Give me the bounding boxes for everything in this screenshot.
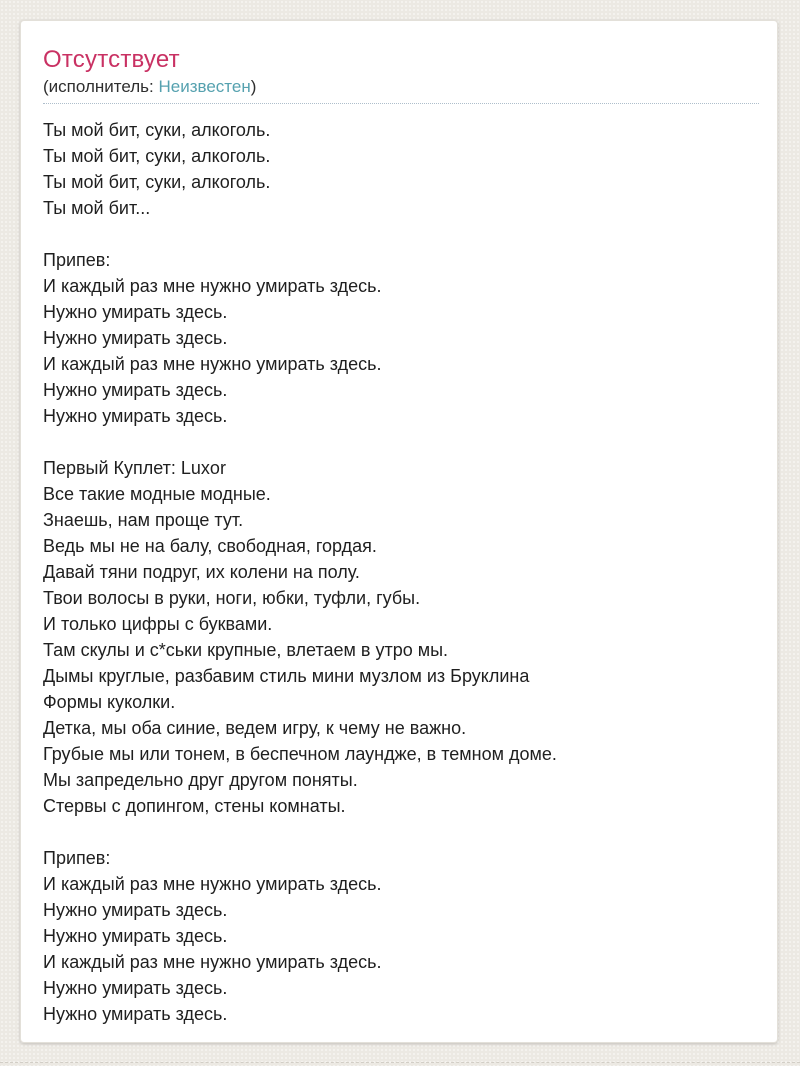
lyric-line: И каждый раз мне нужно умирать здесь. bbox=[43, 354, 382, 374]
lyric-line: Нужно умирать здесь. bbox=[43, 328, 228, 348]
lyric-line: Ты мой бит... bbox=[43, 198, 151, 218]
lyric-line: Детка, мы оба синие, ведем игру, к чему не важно. bbox=[43, 718, 467, 738]
lyric-line: И каждый раз мне нужно умирать здесь. bbox=[43, 276, 382, 296]
page-bottom-divider bbox=[0, 1062, 800, 1063]
lyric-line: Нужно умирать здесь. bbox=[43, 926, 228, 946]
lyric-line: Все такие модные модные. bbox=[43, 484, 271, 504]
lyric-line: Стервы с допингом, стены комнаты. bbox=[43, 796, 346, 816]
lyric-line: Ведь мы не на балу, свободная, гордая. bbox=[43, 536, 377, 556]
lyric-line: Припев: bbox=[43, 250, 111, 270]
lyric-line: Нужно умирать здесь. bbox=[43, 1004, 228, 1024]
lyric-line: Грубые мы или тонем, в беспечном лаундже, в темном доме. bbox=[43, 744, 557, 764]
lyric-line: Знаешь, нам проще тут. bbox=[43, 510, 244, 530]
artist-link[interactable]: Неизвестен bbox=[158, 77, 251, 96]
page-header bbox=[43, 45, 759, 104]
lyric-line: Нужно умирать здесь. bbox=[43, 302, 228, 322]
lyric-line: Ты мой бит, суки, алкоголь. bbox=[43, 120, 271, 140]
lyric-line: Первый Куплет: Luxor bbox=[43, 458, 226, 478]
song-title: Отсутствует bbox=[43, 46, 180, 73]
content-card bbox=[20, 20, 778, 1043]
lyric-line: Формы куколки. bbox=[43, 692, 176, 712]
lyric-line: Ты мой бит, суки, алкоголь. bbox=[43, 146, 271, 166]
header-separator bbox=[43, 103, 759, 104]
lyric-line: Дымы круглые, разбавим стиль мини музлом из Бруклина bbox=[43, 666, 530, 686]
lyric-line: Твои волосы в руки, ноги, юбки, туфли, губы. bbox=[43, 588, 421, 608]
lyric-line: И только цифры с буквами. bbox=[43, 614, 273, 634]
lyric-line: Мы запредельно друг другом поняты. bbox=[43, 770, 358, 790]
lyric-line: Припев: bbox=[43, 848, 111, 868]
blank-line bbox=[43, 819, 759, 845]
blank-line bbox=[43, 429, 759, 455]
artist-line bbox=[43, 77, 759, 97]
lyric-line: Давай тяни подруг, их колени на полу. bbox=[43, 562, 360, 582]
lyric-line: Там скулы и с*ськи крупные, влетаем в утро мы. bbox=[43, 640, 449, 660]
artist-label-suffix: ) bbox=[250, 77, 257, 96]
lyric-line: Нужно умирать здесь. bbox=[43, 900, 228, 920]
lyric-line: И каждый раз мне нужно умирать здесь. bbox=[43, 874, 382, 894]
lyrics bbox=[43, 117, 759, 1027]
lyric-line: Нужно умирать здесь. bbox=[43, 380, 228, 400]
lyric-line: Нужно умирать здесь. bbox=[43, 406, 228, 426]
blank-line bbox=[43, 221, 759, 247]
artist-label-prefix: (исполнитель: bbox=[43, 77, 159, 96]
lyric-line: И каждый раз мне нужно умирать здесь. bbox=[43, 952, 382, 972]
lyric-line: Нужно умирать здесь. bbox=[43, 978, 228, 998]
lyric-line: Ты мой бит, суки, алкоголь. bbox=[43, 172, 271, 192]
